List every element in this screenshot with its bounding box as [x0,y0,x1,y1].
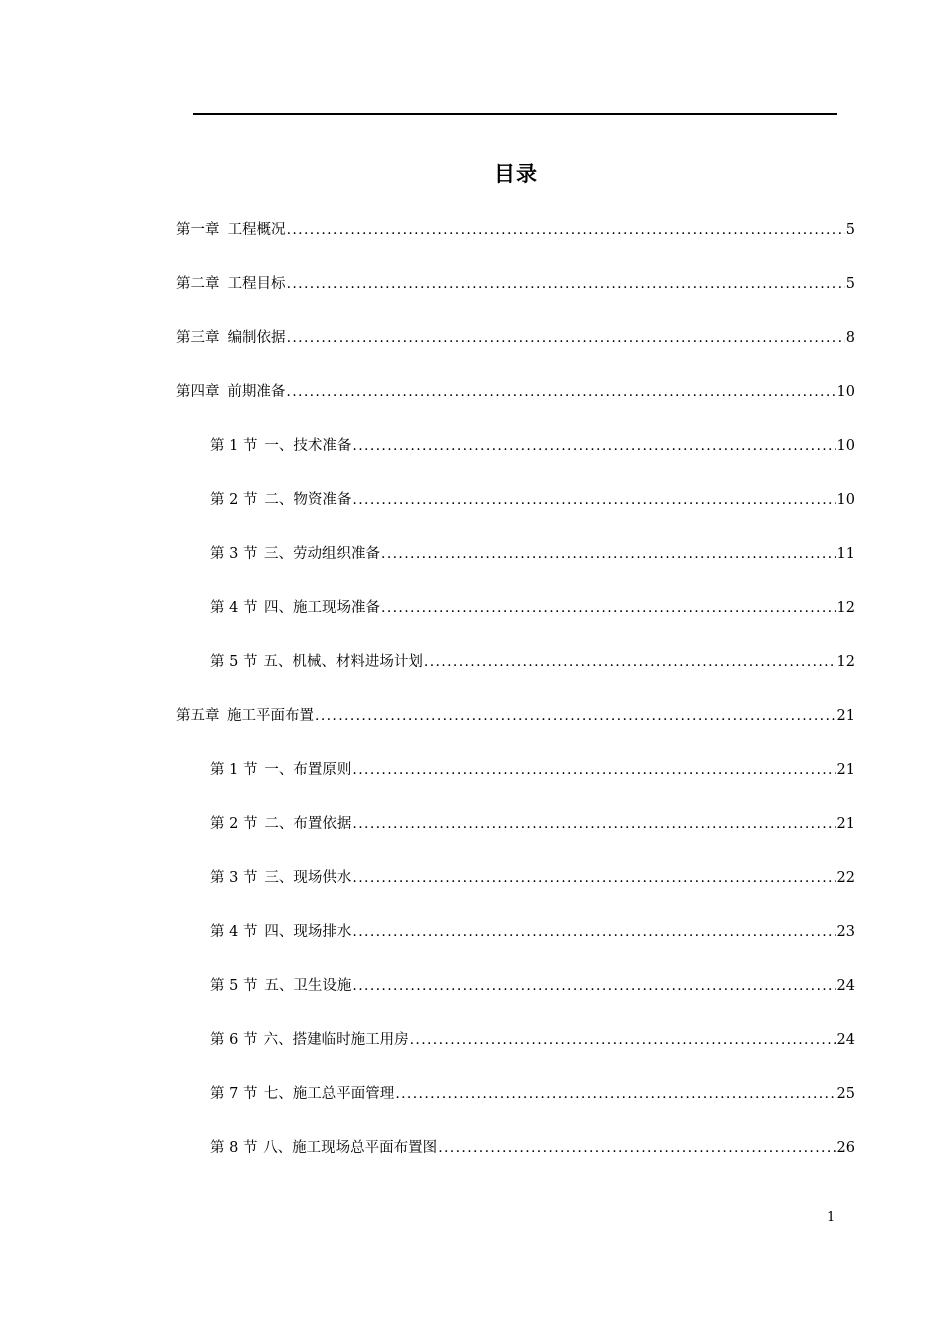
toc-entry-page: 23 [836,924,855,940]
toc-section-entry[interactable] [210,435,855,457]
toc-section-entry[interactable] [210,489,855,511]
toc-entry-title: 三、劳动组织准备 [264,546,381,562]
toc-entry-page: 26 [836,1140,855,1156]
toc-entry-number: 第 2 节 [210,816,258,832]
toc-section-entry[interactable] [210,1083,855,1105]
toc-entry-title: 五、机械、材料进场计划 [263,654,423,670]
toc-entry-title: 一、技术准备 [264,438,352,454]
toc-entry-number: 第 5 节 [210,654,258,670]
toc-section-entry[interactable] [210,1137,855,1159]
toc-chapter-entry[interactable] [176,273,855,295]
toc-entry-number: 第 5 节 [210,978,258,994]
toc-section-entry[interactable] [210,867,855,889]
toc-section-entry[interactable] [210,1029,855,1051]
toc-dot-leader [424,651,836,673]
toc-entry-number: 第三章 [176,330,220,346]
toc-entry-page: 12 [836,600,855,616]
toc-entry-number: 第 3 节 [210,870,258,886]
toc-entry-page: 24 [836,978,855,994]
toc-section-entry[interactable] [210,543,855,565]
toc-entry-page: 8 [845,330,855,346]
toc-entry-title: 工程目标 [227,276,286,292]
toc-chapter-entry[interactable] [176,219,855,241]
toc-chapter-entry[interactable] [176,705,855,727]
toc-entry-page: 12 [836,654,855,670]
toc-entry-title: 三、现场供水 [264,870,352,886]
toc-entry-title: 施工平面布置 [227,708,315,724]
toc-dot-leader [395,1083,835,1105]
toc-entry-number: 第 4 节 [210,924,258,940]
toc-entry-page: 5 [845,276,855,292]
toc-entry-title: 工程概况 [227,222,286,238]
toc-entry-number: 第 3 节 [210,546,258,562]
toc-entry-page: 21 [836,708,855,724]
header-rule [193,113,837,115]
toc-entry-page: 11 [836,546,855,562]
toc-entry-number: 第一章 [176,222,220,238]
toc-dot-leader [352,975,835,997]
toc-entry-title: 编制依据 [227,330,286,346]
toc-chapter-entry[interactable] [176,381,855,403]
toc-dot-leader [410,1029,836,1051]
toc-section-entry[interactable] [210,597,855,619]
toc-entry-title: 二、物资准备 [264,492,352,508]
toc-entry-page: 21 [836,816,855,832]
toc-entry-title: 前期准备 [227,384,286,400]
toc-dot-leader [381,597,836,619]
toc-entry-page: 10 [836,384,855,400]
toc-entry-title: 四、现场排水 [264,924,352,940]
toc-entry-title: 五、卫生设施 [264,978,352,994]
toc-section-entry[interactable] [210,813,855,835]
toc-entry-number: 第四章 [176,384,220,400]
toc-entry-number: 第 1 节 [210,438,258,454]
toc-entry-title: 六、搭建临时施工用房 [263,1032,409,1048]
toc-entry-number: 第 1 节 [210,762,258,778]
toc-entry-title: 七、施工总平面管理 [263,1086,395,1102]
toc-entry-page: 21 [836,762,855,778]
toc-entry-number: 第二章 [176,276,220,292]
toc-dot-leader [287,273,845,295]
toc-entry-title: 四、施工现场准备 [264,600,381,616]
toc-title: 目录 [494,162,538,186]
toc-dot-leader [352,921,835,943]
toc-entry-number: 第 4 节 [210,600,258,616]
toc-entry-number: 第 8 节 [210,1140,258,1156]
toc-entry-number: 第 6 节 [210,1032,258,1048]
toc-dot-leader [352,489,835,511]
toc-entry-page: 24 [836,1032,855,1048]
toc-entry-page: 10 [836,438,855,454]
toc-dot-leader [438,1137,835,1159]
toc-entry-title: 二、布置依据 [264,816,352,832]
toc-dot-leader [381,543,836,565]
toc-entry-page: 5 [845,222,855,238]
toc-entry-number: 第 2 节 [210,492,258,508]
toc-dot-leader [286,381,835,403]
toc-entry-number: 第 7 节 [210,1086,258,1102]
toc-dot-leader [315,705,836,727]
toc-dot-leader [352,435,835,457]
toc-entry-page: 10 [836,492,855,508]
toc-section-entry[interactable] [210,921,855,943]
toc-dot-leader [352,813,835,835]
toc-entry-title: 八、施工现场总平面布置图 [263,1140,438,1156]
toc-entry-title: 一、布置原则 [264,762,352,778]
toc-section-entry[interactable] [210,975,855,997]
page-number: 1 [827,1210,836,1225]
toc-dot-leader [352,867,835,889]
toc-chapter-entry[interactable] [176,327,855,349]
toc-entry-page: 22 [836,870,855,886]
toc-section-entry[interactable] [210,759,855,781]
toc-entry-number: 第五章 [176,708,220,724]
toc-dot-leader [287,327,845,349]
toc-entry-page: 25 [836,1086,855,1102]
toc-dot-leader [352,759,835,781]
toc-dot-leader [287,219,845,241]
toc-section-entry[interactable] [210,651,855,673]
